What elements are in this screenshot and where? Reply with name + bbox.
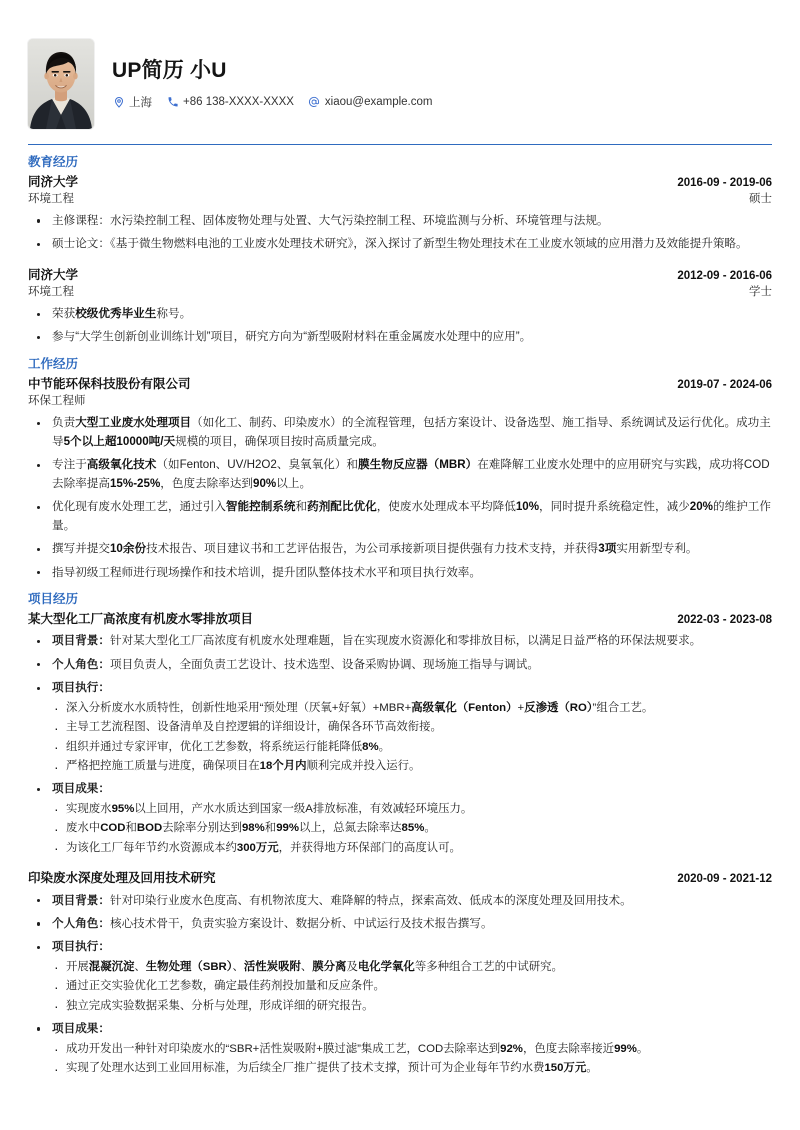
bullet-group	[28, 938, 772, 1015]
section-title: 教育经历	[28, 155, 79, 169]
location-pin-icon	[112, 95, 125, 108]
email-at-icon	[308, 95, 321, 108]
resume-entry	[28, 266, 772, 347]
sub-bullet-item: · 组织并通过专家评审，优化工艺参数，将系统运行能耗降低8%。	[52, 738, 772, 756]
bullet-group	[28, 780, 772, 857]
sub-bullet-item: · 废水中COD和BOD去除率分别达到98%和99%以上，总氮去除率达85%。	[52, 819, 772, 837]
entry-header	[28, 869, 772, 888]
resume-section	[28, 154, 772, 347]
bullet-group	[28, 679, 772, 776]
entry-role: 环境工程	[28, 286, 74, 299]
entry-header	[28, 610, 772, 629]
entry-organization: 某大型化工厂高浓度有机废水零排放项目	[28, 612, 254, 627]
section-title: 工作经历	[28, 357, 79, 372]
resume-entry	[28, 869, 772, 1077]
avatar	[28, 39, 94, 129]
contact-location-text: 上海	[129, 96, 152, 109]
entry-subheader	[28, 393, 772, 411]
bullet-item: 参与“大学生创新创业训练计划”项目，研究方向为“新型吸附材料在重金属废水处理中的应用”。	[28, 328, 772, 347]
bullet-list	[28, 305, 772, 347]
bullet-group-label: 项目执行：	[52, 681, 110, 694]
contact-location	[112, 94, 152, 110]
sub-bullet-item: · 深入分析废水水质特性，创新性地采用“预处理（厌氧+好氧）+MBR+高级氧化（Fenton）+反渗透（RO）”组合工艺。	[52, 699, 772, 717]
resume-section	[28, 356, 772, 582]
sub-bullet-item: · 实现废水95%以上回用，产水水质达到国家一级A排放标准，有效减轻环境压力。	[52, 800, 772, 818]
sub-bullet-item: · 严格把控施工质量与进度，确保项目在18个月内顺利完成并投入运行。	[52, 757, 772, 775]
entry-role: 环境工程	[28, 193, 74, 206]
entry-header	[28, 173, 772, 192]
bullet-item: 硕士论文：《基于微生物燃料电池的工业废水处理技术研究》，深入探讨了新型生物处理技术在工业废水领域的应用潜力及效能提升策略。	[28, 235, 772, 254]
entry-subheader	[28, 284, 772, 302]
contact-phone-text: +86 138-XXXX-XXXX	[183, 95, 294, 108]
entry-organization: 印染废水深度处理及回用技术研究	[28, 871, 216, 886]
bullet-group-label: 项目执行：	[52, 940, 110, 954]
bullet-item: 荣获校级优秀毕业生称号。	[28, 305, 772, 324]
bullet-group-label: 项目成果：	[52, 1021, 110, 1035]
contact-phone	[166, 95, 294, 108]
sub-bullet-list	[52, 800, 772, 857]
sub-bullet-list	[52, 1040, 772, 1078]
contact-email	[308, 95, 433, 108]
sub-bullet-item: · 通过正交实验优化工艺参数，确定最佳药剂投加量和反应条件。	[52, 977, 772, 995]
bullet-list	[28, 892, 772, 1078]
bullet-item: 个人角色：项目负责人，全面负责工艺设计、技术选型、设备采购协调、现场施工指导与调试。	[28, 656, 772, 675]
bullet-list	[28, 212, 772, 254]
bullet-item: 专注于高级氧化技术（如Fenton、UV/H2O2、臭氧氧化）和膜生物反应器（MBR）在难降解工业废水处理中的应用研究与实践，成功将COD去除率提高15%-25%，色度去除率达到90%以上。	[28, 456, 772, 494]
bullet-list	[28, 414, 772, 582]
entry-date-range: 2020-09 - 2021-12	[677, 873, 772, 886]
entry-header	[28, 266, 772, 285]
contact-email-text: xiaou@example.com	[324, 95, 433, 108]
bullet-item: 指导初级工程师进行现场操作和技术培训，提升团队整体技术水平和项目执行效率。	[28, 564, 772, 583]
identity-block	[112, 58, 772, 109]
entry-organization: 中节能环保科技股份有限公司	[28, 377, 191, 391]
resume-entry	[28, 610, 772, 857]
bullet-item: 负责大型工业废水处理项目（如化工、制药、印染废水）的全流程管理，包括方案设计、设备选型、施工指导、系统调试及运行优化。成功主导5个以上超10000吨/天规模的项目，确保项目按时高质量完成。	[28, 414, 772, 452]
page-title: UP简历 小U	[112, 59, 227, 83]
bullet-item: 项目背景：针对印染行业废水色度高、有机物浓度大、难降解的特点，探索高效、低成本的深度处理及回用技术。	[28, 892, 772, 911]
header-divider	[28, 144, 772, 145]
phone-icon	[166, 95, 179, 108]
resume-header	[28, 26, 772, 136]
sub-bullet-item: · 成功开发出一种针对印染废水的“SBR+活性炭吸附+膜过滤”集成工艺，COD去除率达到92%，色度去除率接近99%。	[52, 1040, 772, 1058]
resume-section	[28, 591, 772, 1077]
entry-organization: 同济大学	[28, 174, 79, 189]
bullet-item: 撰写并提交10余份技术报告、项目建议书和工艺评估报告，为公司承接新项目提供强有力技术支持，并获得3项实用新型专利。	[28, 540, 772, 559]
entry-role: 环保工程师	[28, 395, 86, 408]
bullet-group-label: 项目成果：	[52, 782, 110, 796]
contact-list	[112, 94, 772, 110]
bullet-item: 优化现有废水处理工艺，通过引入智能控制系统和药剂配比优化，使废水处理成本平均降低10%，同时提升系统稳定性，减少20%的维护工作量。	[28, 498, 772, 536]
entry-date-range: 2012-09 - 2016-06	[677, 270, 772, 282]
sub-bullet-item: · 开展混凝沉淀、生物处理（SBR）、活性炭吸附、膜分离及电化学氧化等多种组合工艺的中试研究。	[52, 958, 772, 976]
sub-bullet-list	[52, 958, 772, 1015]
bullet-item: 个人角色：核心技术骨干，负责实验方案设计、数据分析、中试运行及技术报告撰写。	[28, 915, 772, 934]
entry-date-range: 2016-09 - 2019-06	[677, 176, 772, 189]
bullet-item: 项目背景：针对某大型化工厂高浓度有机废水处理难题，旨在实现废水资源化和零排放目标，以满足日益严格的环保法规要求。	[28, 632, 772, 651]
bullet-group	[28, 1020, 772, 1078]
sub-bullet-item: · 独立完成实验数据采集、分析与处理，形成详细的研究报告。	[52, 997, 772, 1015]
resume-sections	[28, 154, 772, 1078]
sub-bullet-item: · 实现了处理水达到工业回用标准，为后续全厂推广提供了技术支撑，预计可为企业每年节约水费150万元。	[52, 1059, 772, 1077]
resume-entry	[28, 173, 772, 254]
section-title: 项目经历	[28, 592, 79, 607]
entry-meta: 学士	[749, 286, 772, 299]
entry-subheader	[28, 191, 772, 209]
entry-header	[28, 375, 772, 394]
resume-entry	[28, 375, 772, 582]
sub-bullet-item: · 为该化工厂每年节约水资源成本约300万元，并获得地方环保部门的高度认可。	[52, 839, 772, 857]
bullet-item: 主修课程：水污染控制工程、固体废物处理与处置、大气污染控制工程、环境监测与分析、环境管理与法规。	[28, 212, 772, 231]
entry-date-range: 2022-03 - 2023-08	[677, 614, 772, 627]
bullet-list	[28, 632, 772, 857]
entry-organization: 同济大学	[28, 268, 79, 282]
entry-meta: 硕士	[749, 193, 772, 206]
sub-bullet-item: · 主导工艺流程图、设备清单及自控逻辑的详细设计，确保各环节高效衔接。	[52, 718, 772, 736]
entry-date-range: 2019-07 - 2024-06	[677, 379, 772, 391]
sub-bullet-list	[52, 699, 772, 776]
